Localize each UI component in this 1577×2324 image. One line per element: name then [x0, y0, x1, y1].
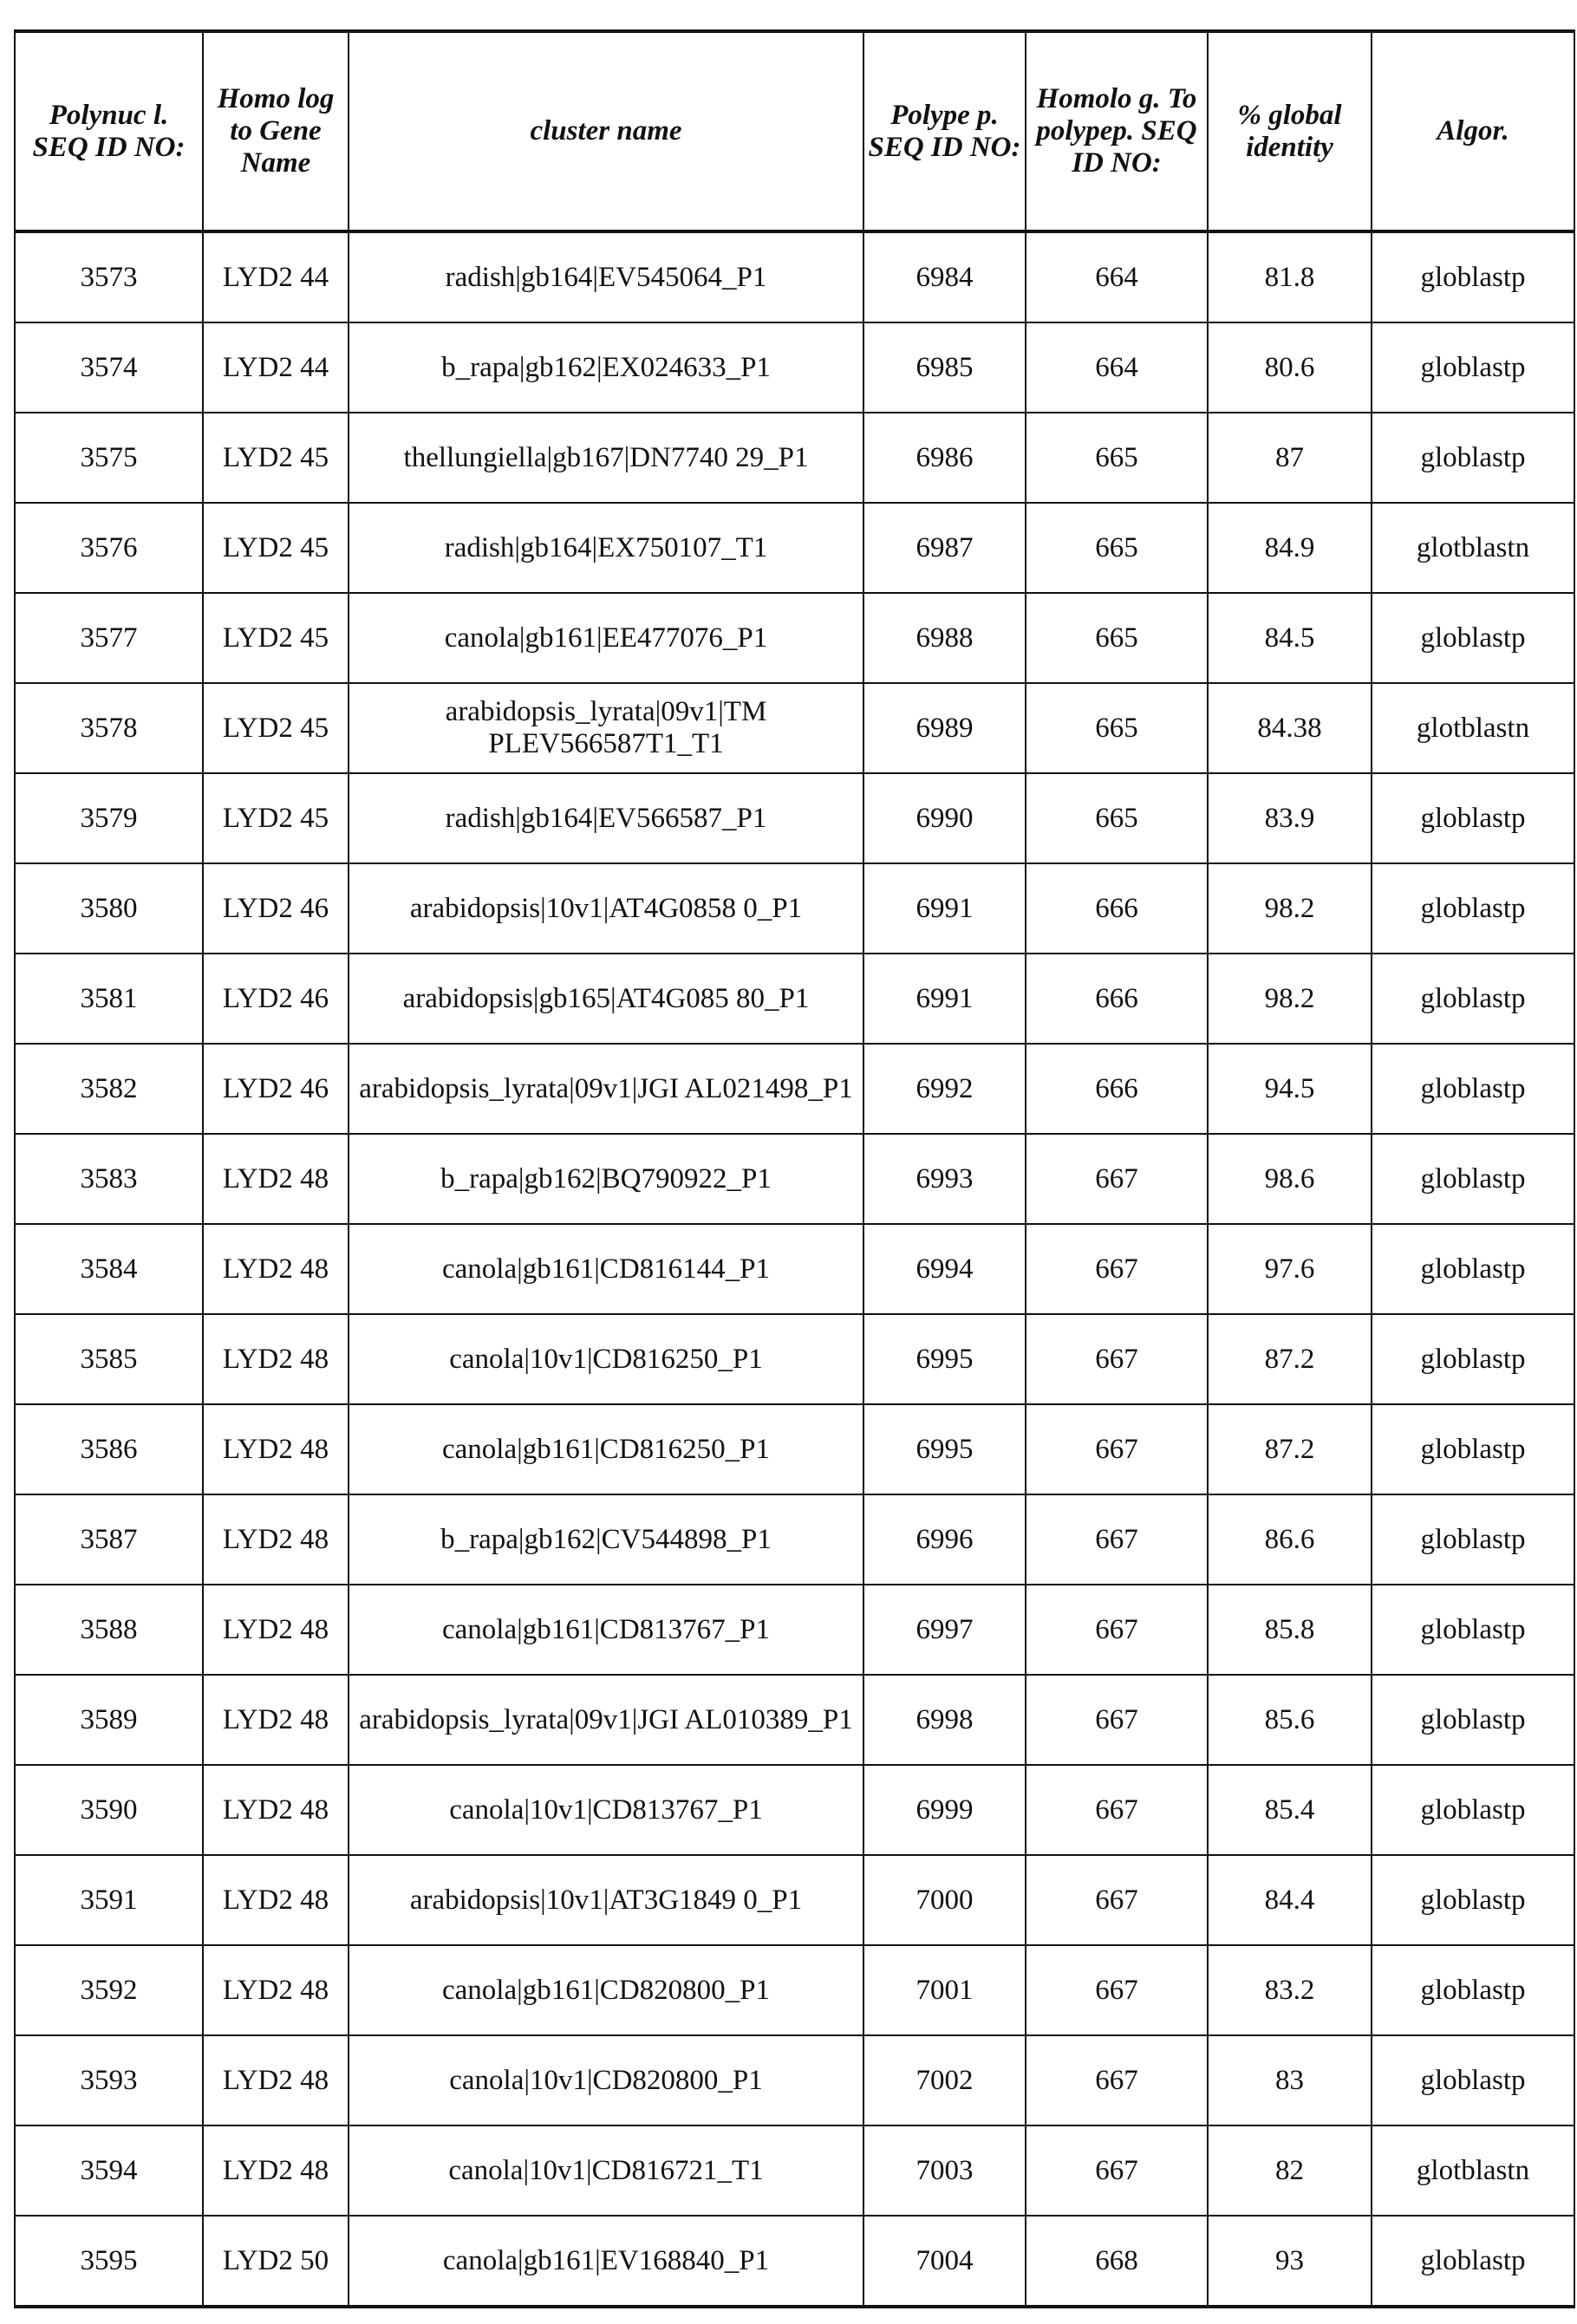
cell-polypeptide-seq-id: 7004: [863, 2216, 1026, 2307]
table-row: [15, 2216, 1574, 2307]
cell-polynucleotide-seq-id: 3589: [15, 1675, 203, 1765]
cell-polynucleotide-seq-id: 3593: [15, 2035, 203, 2125]
cell-homolog-gene-name: LYD2 48: [203, 1224, 349, 1314]
header-algorithm: Algor.: [1372, 31, 1574, 231]
cell-algorithm: globlastp: [1372, 1494, 1574, 1585]
cell-polypeptide-seq-id: 6993: [863, 1134, 1026, 1224]
cell-homolog-gene-name: LYD2 48: [203, 2035, 349, 2125]
table-row: [15, 1314, 1574, 1404]
cell-polypeptide-seq-id: 6984: [863, 231, 1026, 322]
cell-polypeptide-seq-id: 6988: [863, 593, 1026, 683]
cell-homolog-polypeptide-seq-id: 665: [1026, 503, 1208, 593]
cell-homolog-polypeptide-seq-id: 667: [1026, 1314, 1208, 1404]
cell-algorithm: glotblastn: [1372, 683, 1574, 773]
cell-cluster-name: radish|gb164|EV566587_P1: [349, 773, 863, 863]
header-polynucleotide-seq-id: Polynuc l. SEQ ID NO:: [15, 31, 203, 231]
cell-homolog-polypeptide-seq-id: 665: [1026, 683, 1208, 773]
cell-homolog-gene-name: LYD2 46: [203, 863, 349, 954]
cell-cluster-name: canola|10v1|CD820800_P1: [349, 2035, 863, 2125]
cell-homolog-gene-name: LYD2 46: [203, 1044, 349, 1134]
cell-algorithm: glotblastn: [1372, 503, 1574, 593]
table-row: [15, 1585, 1574, 1675]
table-row: [15, 1404, 1574, 1494]
cell-homolog-gene-name: LYD2 45: [203, 593, 349, 683]
cell-algorithm: globlastp: [1372, 1675, 1574, 1765]
cell-global-identity: 85.6: [1208, 1675, 1372, 1765]
table-row: [15, 2125, 1574, 2216]
cell-polynucleotide-seq-id: 3585: [15, 1314, 203, 1404]
cell-algorithm: globlastp: [1372, 2035, 1574, 2125]
cell-polypeptide-seq-id: 6991: [863, 863, 1026, 954]
cell-cluster-name: canola|gb161|CD820800_P1: [349, 1945, 863, 2035]
cell-polynucleotide-seq-id: 3576: [15, 503, 203, 593]
cell-polynucleotide-seq-id: 3587: [15, 1494, 203, 1585]
cell-cluster-name: radish|gb164|EX750107_T1: [349, 503, 863, 593]
cell-global-identity: 84.9: [1208, 503, 1372, 593]
cell-homolog-gene-name: LYD2 48: [203, 1765, 349, 1855]
cell-algorithm: globlastp: [1372, 1945, 1574, 2035]
cell-algorithm: globlastp: [1372, 413, 1574, 503]
cell-homolog-gene-name: LYD2 45: [203, 683, 349, 773]
cell-homolog-gene-name: LYD2 50: [203, 2216, 349, 2307]
cell-homolog-polypeptide-seq-id: 667: [1026, 2035, 1208, 2125]
cell-algorithm: globlastp: [1372, 2216, 1574, 2307]
table-row: [15, 1224, 1574, 1314]
cell-homolog-polypeptide-seq-id: 667: [1026, 1945, 1208, 2035]
cell-homolog-gene-name: LYD2 48: [203, 1945, 349, 2035]
cell-polynucleotide-seq-id: 3595: [15, 2216, 203, 2307]
cell-polynucleotide-seq-id: 3583: [15, 1134, 203, 1224]
cell-homolog-gene-name: LYD2 48: [203, 1585, 349, 1675]
cell-polynucleotide-seq-id: 3574: [15, 322, 203, 413]
cell-cluster-name: arabidopsis|10v1|AT4G0858 0_P1: [349, 863, 863, 954]
table-row: [15, 1675, 1574, 1765]
cell-algorithm: globlastp: [1372, 954, 1574, 1044]
cell-polypeptide-seq-id: 6998: [863, 1675, 1026, 1765]
cell-algorithm: globlastp: [1372, 593, 1574, 683]
cell-polynucleotide-seq-id: 3580: [15, 863, 203, 954]
cell-polypeptide-seq-id: 6994: [863, 1224, 1026, 1314]
header-homolog-gene-name: Homo log to Gene Name: [203, 31, 349, 231]
cell-cluster-name: arabidopsis|gb165|AT4G085 80_P1: [349, 954, 863, 1044]
cell-global-identity: 97.6: [1208, 1224, 1372, 1314]
cell-algorithm: globlastp: [1372, 863, 1574, 954]
cell-homolog-polypeptide-seq-id: 667: [1026, 1134, 1208, 1224]
cell-algorithm: globlastp: [1372, 1404, 1574, 1494]
cell-homolog-polypeptide-seq-id: 667: [1026, 1855, 1208, 1945]
cell-polypeptide-seq-id: 6990: [863, 773, 1026, 863]
cell-global-identity: 84.38: [1208, 683, 1372, 773]
cell-global-identity: 84.4: [1208, 1855, 1372, 1945]
table-row: [15, 1044, 1574, 1134]
cell-cluster-name: b_rapa|gb162|EX024633_P1: [349, 322, 863, 413]
table-row: [15, 231, 1574, 322]
cell-polypeptide-seq-id: 6992: [863, 1044, 1026, 1134]
cell-global-identity: 83: [1208, 2035, 1372, 2125]
table-row: [15, 593, 1574, 683]
cell-global-identity: 80.6: [1208, 322, 1372, 413]
cell-global-identity: 87.2: [1208, 1314, 1372, 1404]
cell-polypeptide-seq-id: 6991: [863, 954, 1026, 1044]
header-polypeptide-seq-id: Polype p. SEQ ID NO:: [863, 31, 1026, 231]
cell-cluster-name: canola|10v1|CD816250_P1: [349, 1314, 863, 1404]
table-body: [15, 231, 1574, 2307]
cell-global-identity: 83.9: [1208, 773, 1372, 863]
cell-homolog-gene-name: LYD2 44: [203, 322, 349, 413]
cell-homolog-polypeptide-seq-id: 667: [1026, 1224, 1208, 1314]
cell-polynucleotide-seq-id: 3592: [15, 1945, 203, 2035]
cell-global-identity: 82: [1208, 2125, 1372, 2216]
cell-polynucleotide-seq-id: 3575: [15, 413, 203, 503]
cell-algorithm: globlastp: [1372, 773, 1574, 863]
cell-algorithm: globlastp: [1372, 1134, 1574, 1224]
table-row: [15, 773, 1574, 863]
cell-polypeptide-seq-id: 6999: [863, 1765, 1026, 1855]
cell-homolog-polypeptide-seq-id: 666: [1026, 863, 1208, 954]
table-row: [15, 413, 1574, 503]
cell-homolog-polypeptide-seq-id: 667: [1026, 1404, 1208, 1494]
cell-cluster-name: radish|gb164|EV545064_P1: [349, 231, 863, 322]
cell-polynucleotide-seq-id: 3588: [15, 1585, 203, 1675]
cell-homolog-gene-name: LYD2 45: [203, 503, 349, 593]
cell-cluster-name: arabidopsis_lyrata|09v1|TM PLEV566587T1_T1: [349, 683, 863, 773]
table-row: [15, 1494, 1574, 1585]
cell-polynucleotide-seq-id: 3584: [15, 1224, 203, 1314]
cell-polypeptide-seq-id: 6989: [863, 683, 1026, 773]
cell-global-identity: 84.5: [1208, 593, 1372, 683]
cell-polypeptide-seq-id: 6985: [863, 322, 1026, 413]
cell-cluster-name: canola|10v1|CD816721_T1: [349, 2125, 863, 2216]
cell-cluster-name: thellungiella|gb167|DN7740 29_P1: [349, 413, 863, 503]
header-row: [15, 31, 1574, 231]
cell-homolog-gene-name: LYD2 48: [203, 2125, 349, 2216]
cell-polynucleotide-seq-id: 3578: [15, 683, 203, 773]
homolog-table: [14, 29, 1575, 2308]
table-row: [15, 322, 1574, 413]
table-row: [15, 1855, 1574, 1945]
cell-cluster-name: canola|gb161|EV168840_P1: [349, 2216, 863, 2307]
cell-algorithm: globlastp: [1372, 1224, 1574, 1314]
cell-global-identity: 93: [1208, 2216, 1372, 2307]
cell-homolog-gene-name: LYD2 45: [203, 413, 349, 503]
table-row: [15, 2035, 1574, 2125]
cell-algorithm: globlastp: [1372, 231, 1574, 322]
cell-polynucleotide-seq-id: 3581: [15, 954, 203, 1044]
cell-homolog-gene-name: LYD2 48: [203, 1675, 349, 1765]
cell-homolog-gene-name: LYD2 45: [203, 773, 349, 863]
cell-global-identity: 85.4: [1208, 1765, 1372, 1855]
cell-polynucleotide-seq-id: 3594: [15, 2125, 203, 2216]
cell-homolog-polypeptide-seq-id: 667: [1026, 2125, 1208, 2216]
cell-homolog-polypeptide-seq-id: 666: [1026, 1044, 1208, 1134]
cell-polypeptide-seq-id: 6996: [863, 1494, 1026, 1585]
cell-cluster-name: canola|10v1|CD813767_P1: [349, 1765, 863, 1855]
cell-homolog-gene-name: LYD2 48: [203, 1134, 349, 1224]
cell-cluster-name: arabidopsis_lyrata|09v1|JGI AL010389_P1: [349, 1675, 863, 1765]
table-row: [15, 503, 1574, 593]
cell-algorithm: glotblastn: [1372, 2125, 1574, 2216]
cell-global-identity: 94.5: [1208, 1044, 1372, 1134]
table-row: [15, 863, 1574, 954]
cell-homolog-polypeptide-seq-id: 667: [1026, 1494, 1208, 1585]
cell-global-identity: 86.6: [1208, 1494, 1372, 1585]
table-row: [15, 1945, 1574, 2035]
cell-homolog-polypeptide-seq-id: 665: [1026, 593, 1208, 683]
cell-homolog-gene-name: LYD2 46: [203, 954, 349, 1044]
cell-homolog-polypeptide-seq-id: 665: [1026, 773, 1208, 863]
cell-homolog-gene-name: LYD2 48: [203, 1404, 349, 1494]
cell-cluster-name: arabidopsis_lyrata|09v1|JGI AL021498_P1: [349, 1044, 863, 1134]
cell-homolog-polypeptide-seq-id: 667: [1026, 1675, 1208, 1765]
cell-cluster-name: canola|gb161|EE477076_P1: [349, 593, 863, 683]
cell-polynucleotide-seq-id: 3591: [15, 1855, 203, 1945]
cell-algorithm: globlastp: [1372, 1855, 1574, 1945]
cell-cluster-name: canola|gb161|CD813767_P1: [349, 1585, 863, 1675]
cell-homolog-polypeptide-seq-id: 665: [1026, 413, 1208, 503]
cell-polypeptide-seq-id: 6997: [863, 1585, 1026, 1675]
cell-polypeptide-seq-id: 7000: [863, 1855, 1026, 1945]
cell-global-identity: 87: [1208, 413, 1372, 503]
header-homolog-polypeptide-seq-id: Homolo g. To polypep. SEQ ID NO:: [1026, 31, 1208, 231]
cell-algorithm: globlastp: [1372, 322, 1574, 413]
cell-algorithm: globlastp: [1372, 1314, 1574, 1404]
cell-polynucleotide-seq-id: 3586: [15, 1404, 203, 1494]
cell-homolog-gene-name: LYD2 44: [203, 231, 349, 322]
cell-homolog-polypeptide-seq-id: 668: [1026, 2216, 1208, 2307]
cell-homolog-gene-name: LYD2 48: [203, 1314, 349, 1404]
cell-homolog-polypeptide-seq-id: 666: [1026, 954, 1208, 1044]
cell-cluster-name: canola|gb161|CD816250_P1: [349, 1404, 863, 1494]
cell-algorithm: globlastp: [1372, 1585, 1574, 1675]
cell-polypeptide-seq-id: 6995: [863, 1314, 1026, 1404]
cell-global-identity: 85.8: [1208, 1585, 1372, 1675]
header-global-identity: % global identity: [1208, 31, 1372, 231]
cell-cluster-name: arabidopsis|10v1|AT3G1849 0_P1: [349, 1855, 863, 1945]
cell-polynucleotide-seq-id: 3573: [15, 231, 203, 322]
cell-polypeptide-seq-id: 7002: [863, 2035, 1026, 2125]
cell-homolog-polypeptide-seq-id: 664: [1026, 231, 1208, 322]
cell-cluster-name: b_rapa|gb162|BQ790922_P1: [349, 1134, 863, 1224]
cell-cluster-name: b_rapa|gb162|CV544898_P1: [349, 1494, 863, 1585]
header-cluster-name: cluster name: [349, 31, 863, 231]
cell-polypeptide-seq-id: 6986: [863, 413, 1026, 503]
table-row: [15, 1134, 1574, 1224]
cell-homolog-gene-name: LYD2 48: [203, 1855, 349, 1945]
cell-polypeptide-seq-id: 6987: [863, 503, 1026, 593]
cell-algorithm: globlastp: [1372, 1765, 1574, 1855]
cell-algorithm: globlastp: [1372, 1044, 1574, 1134]
cell-polynucleotide-seq-id: 3579: [15, 773, 203, 863]
cell-polypeptide-seq-id: 6995: [863, 1404, 1026, 1494]
table-row: [15, 954, 1574, 1044]
cell-polynucleotide-seq-id: 3582: [15, 1044, 203, 1134]
cell-global-identity: 98.2: [1208, 863, 1372, 954]
cell-cluster-name: canola|gb161|CD816144_P1: [349, 1224, 863, 1314]
table-row: [15, 683, 1574, 773]
cell-global-identity: 83.2: [1208, 1945, 1372, 2035]
cell-polypeptide-seq-id: 7001: [863, 1945, 1026, 2035]
cell-polynucleotide-seq-id: 3590: [15, 1765, 203, 1855]
cell-homolog-polypeptide-seq-id: 667: [1026, 1765, 1208, 1855]
cell-polypeptide-seq-id: 7003: [863, 2125, 1026, 2216]
cell-homolog-polypeptide-seq-id: 664: [1026, 322, 1208, 413]
cell-global-identity: 98.2: [1208, 954, 1372, 1044]
cell-global-identity: 87.2: [1208, 1404, 1372, 1494]
cell-homolog-gene-name: LYD2 48: [203, 1494, 349, 1585]
cell-global-identity: 98.6: [1208, 1134, 1372, 1224]
cell-polynucleotide-seq-id: 3577: [15, 593, 203, 683]
cell-global-identity: 81.8: [1208, 231, 1372, 322]
cell-homolog-polypeptide-seq-id: 667: [1026, 1585, 1208, 1675]
table-row: [15, 1765, 1574, 1855]
